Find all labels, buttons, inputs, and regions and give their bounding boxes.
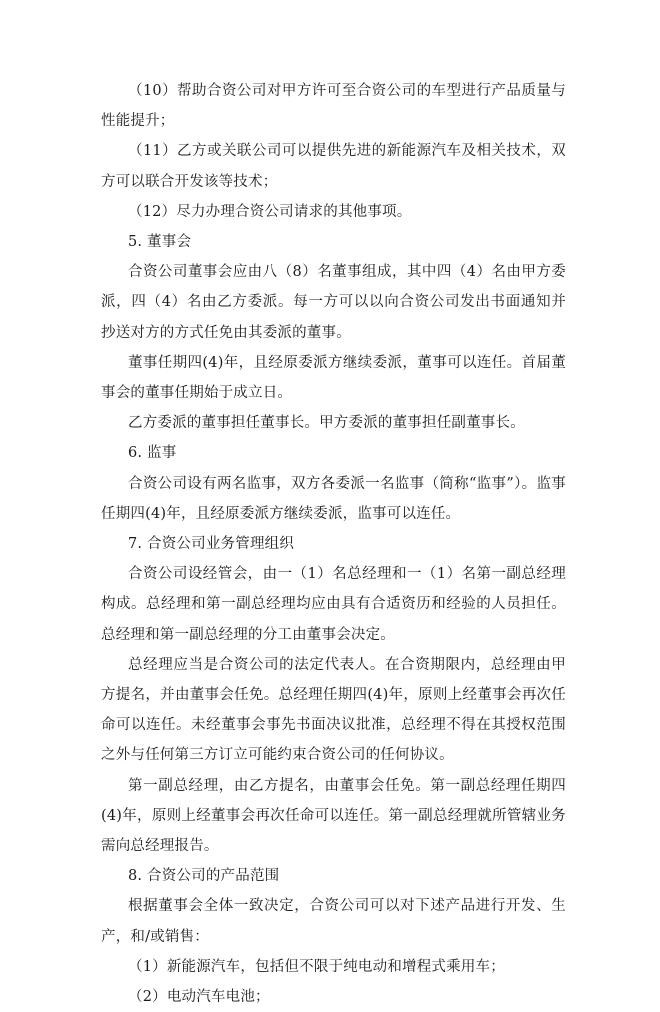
section-heading-product-scope: 8. 合资公司的产品范围 bbox=[128, 868, 280, 885]
list-item-11: （11）乙方或关联公司可以提供先进的新能源汽车及相关技术，双方可以联合开发该等技术； bbox=[101, 143, 566, 190]
paragraph-deputy-manager: 第一副总经理，由乙方提名，由董事会任免。第一副总经理任期四(4)年，原则上经董事会再次任命可以连任。第一副总经理就所管辖业务需向总经理报告。 bbox=[101, 777, 566, 855]
paragraph-chairman: 乙方委派的董事担任董事长。甲方委派的董事担任副董事长。 bbox=[128, 415, 525, 432]
list-item-product-1: （1）新能源汽车，包括但不限于纯电动和增程式乘用车； bbox=[128, 958, 505, 975]
paragraph-product-scope: 根据董事会全体一致决定，合资公司可以对下述产品进行开发、生产，和/或销售： bbox=[101, 898, 566, 945]
list-item-12: （12）尽力办理合资公司请求的其他事项。 bbox=[128, 203, 412, 220]
list-item-10: （10）帮助合资公司对甲方许可至合资公司的车型进行产品质量与性能提升； bbox=[101, 83, 566, 130]
section-heading-board: 5. 董事会 bbox=[128, 234, 192, 251]
section-heading-supervisors: 6. 监事 bbox=[128, 445, 177, 462]
paragraph-management-committee: 合资公司设经管会，由一（1）名总经理和一（1）名第一副总经理构成。总经理和第一副总经理均应由具有合适资历和经验的人员担任。总经理和第一副总经理的分工由董事会决定。 bbox=[101, 566, 566, 643]
section-heading-management: 7. 合资公司业务管理组织 bbox=[128, 536, 295, 553]
paragraph-director-term: 董事任期四(4)年，且经原委派方继续委派，董事可以连任。首届董事会的董事任期始于成立日。 bbox=[101, 354, 566, 402]
paragraph-board-composition: 合资公司董事会应由八（8）名董事组成，其中四（4）名由甲方委派，四（4）名由乙方委派。每一方可以以向合资公司发出书面通知并抄送对方的方式任免由其委派的董事。 bbox=[101, 264, 566, 341]
document-page bbox=[101, 76, 566, 1012]
list-item-product-2: （2）电动汽车电池； bbox=[128, 989, 270, 1006]
paragraph-general-manager: 总经理应当是合资公司的法定代表人。在合资期限内，总经理由甲方提名，并由董事会任免。总经理任期四(4)年，原则上经董事会再次任命可以连任。未经董事会事先书面决议批准，总经理不得在其授权范围之外与任何第三方订立可能约束合资公司的任何协议。 bbox=[101, 656, 566, 764]
paragraph-supervisors: 合资公司设有两名监事，双方各委派一名监事（简称“监事”）。监事任期四(4)年，且经原委派方继续委派，监事可以连任。 bbox=[101, 475, 566, 522]
